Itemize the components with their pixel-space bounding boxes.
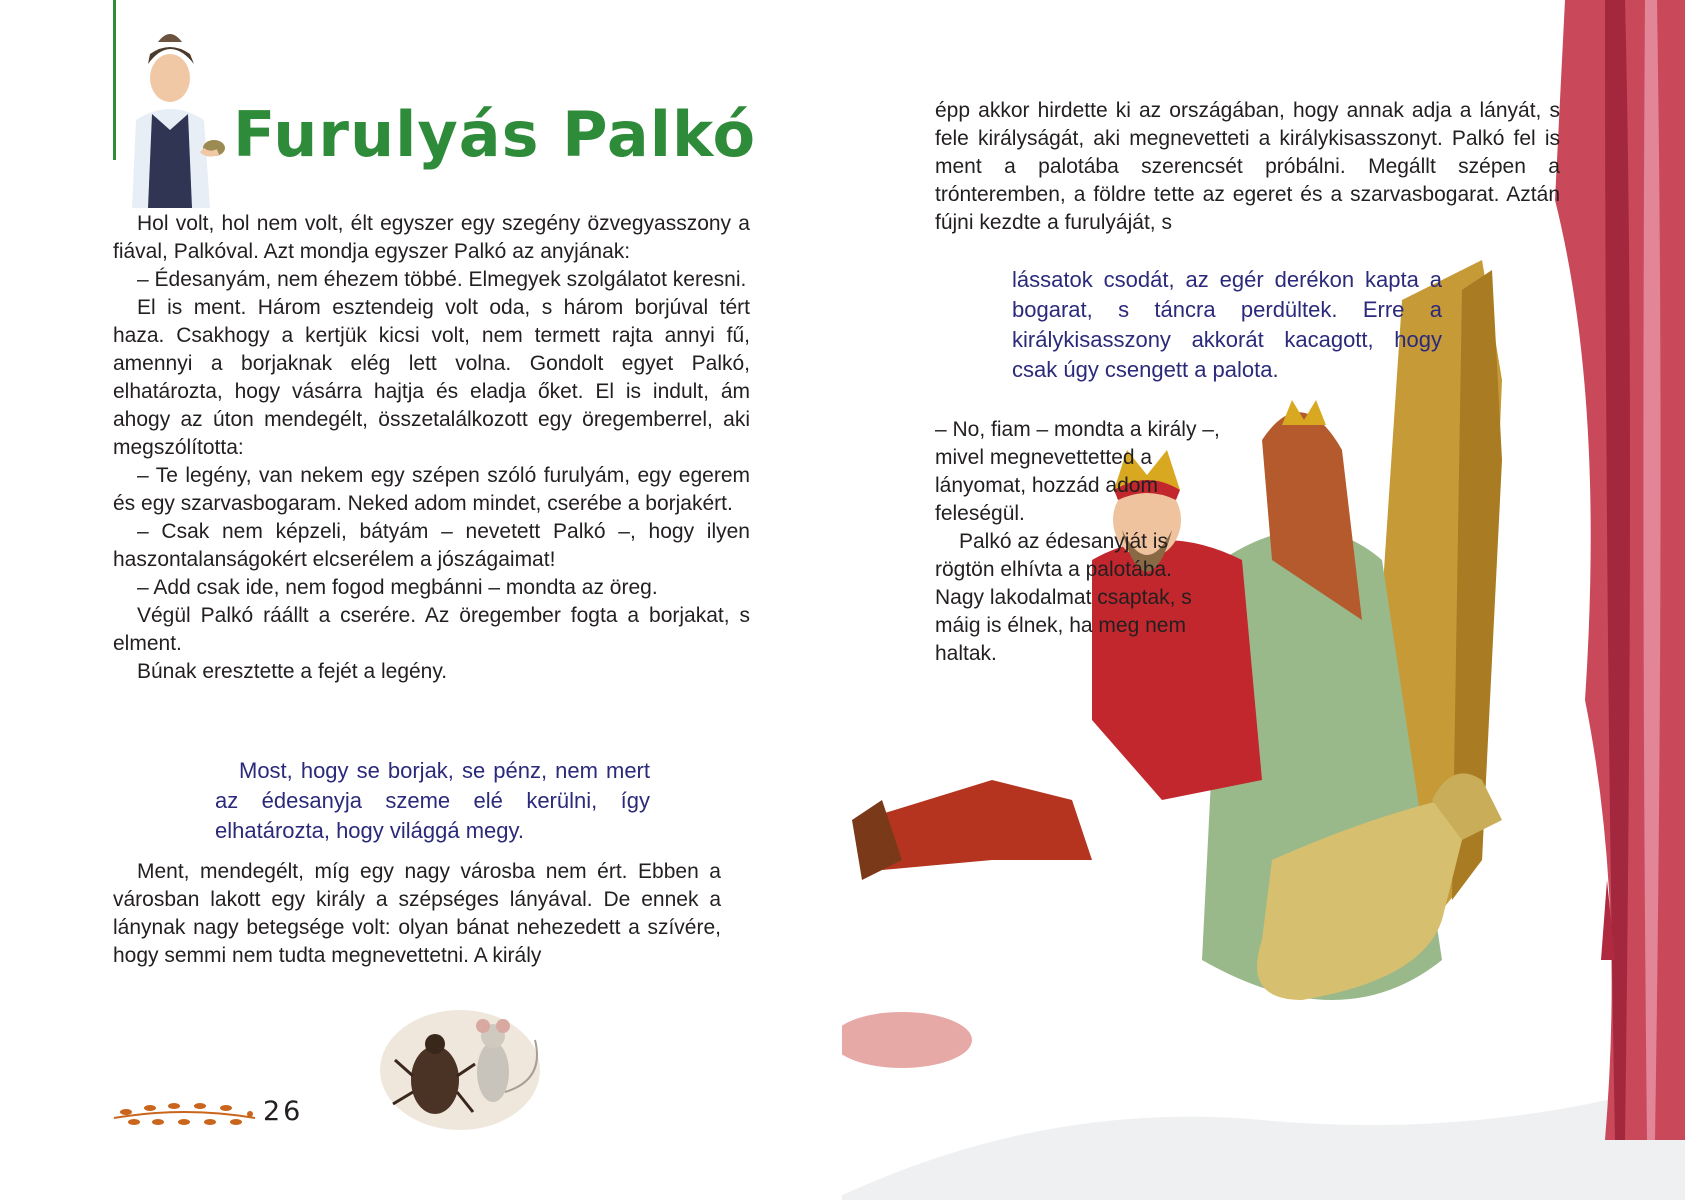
left-callout: Most, hogy se borjak, se pénz, nem mert az édesanyja szeme elé kerülni, így elhatározta, hogy világgá megy. bbox=[215, 758, 650, 843]
left-body-text-1 bbox=[113, 210, 750, 686]
palko-illustration bbox=[118, 20, 230, 210]
paragraph: épp akkor hirdette ki az országában, hogy annak adja a lányát, s fele királyságát, aki megnevetteti a királykisasszonyt. Palkó fel is ment a palotába szerencsét próbálni. Megállt szépen a trónteremben, a földre tette az egeret és a szarvasbogarat. Aztán fújni kezdte a furulyáját, s bbox=[935, 99, 1560, 234]
left-body-text-2 bbox=[113, 858, 721, 970]
right-page bbox=[842, 0, 1685, 1200]
right-body-text-1 bbox=[935, 97, 1560, 237]
paragraph: – No, fiam – mondta a király –, mivel megnevettetted a lányomat, hozzád adom feleségül. bbox=[935, 418, 1220, 525]
margin-rule bbox=[113, 0, 116, 160]
red-curtain bbox=[1545, 0, 1685, 1140]
story-title: Furulyás Palkó bbox=[233, 98, 757, 171]
left-page bbox=[0, 0, 842, 1200]
paragraph: Búnak eresztette a fejét a legény. bbox=[137, 660, 448, 683]
beetle-and-mouse-illustration bbox=[365, 980, 565, 1140]
paragraph: Ment, mendegélt, míg egy nagy városba nem ért. Ebben a városban lakott egy király a szépséges lányával. De ennek a lánynak nagy betegsége volt: olyan bánat nehezedett a szívére, hogy semmi nem tudta megnevettetni. A király bbox=[113, 860, 721, 967]
paragraph: – Te legény, van nekem egy szépen szóló furulyám, egy egerem és egy szarvasbogaram. Neked adom mindet, cserébe a borjakért. bbox=[113, 464, 750, 515]
floral-ornament bbox=[112, 1096, 257, 1132]
right-callout: lássatok csodát, az egér derékon kapta a bogarat, s táncra perdültek. Erre a királykisasszony akkorát kacagott, hogy csak úgy csengett a palota. bbox=[1012, 267, 1442, 382]
paragraph: Palkó az édesanyját is rögtön elhívta a palotába. Nagy lakodalmat csaptak, s máig is élnek, ha meg nem haltak. bbox=[935, 530, 1192, 665]
paragraph: El is ment. Három esztendeig volt oda, s három borjúval tért haza. Csakhogy a kertjük kicsi volt, nem termett rajta annyi fű, amennyi a borjaknak elég lett volna. Gondolt egyet Palkó, elhatározta, hogy vásárra hajtja és eladja őket. El is indult, ám ahogy az úton mendegélt, összetalálkozott egy öregemberrel, aki megszólította: bbox=[113, 296, 750, 459]
paragraph: Végül Palkó ráállt a cserére. Az öregember fogta a borjakat, s elment. bbox=[113, 604, 750, 655]
paragraph: – Csak nem képzeli, bátyám – nevetett Palkó –, hogy ilyen haszontalanságokért elcserélem a jószágaimat! bbox=[113, 520, 750, 571]
paragraph: – Add csak ide, nem fogod megbánni – mondta az öreg. bbox=[137, 576, 658, 599]
page-number: 26 bbox=[263, 1096, 304, 1127]
paragraph: – Édesanyám, nem éhezem többé. Elmegyek szolgálatot keresni. bbox=[137, 268, 747, 291]
paragraph: Hol volt, hol nem volt, élt egyszer egy szegény özvegyasszony a fiával, Palkóval. Azt mondja egyszer Palkó az anyjának: bbox=[113, 212, 750, 263]
right-body-text-2 bbox=[935, 416, 1225, 668]
